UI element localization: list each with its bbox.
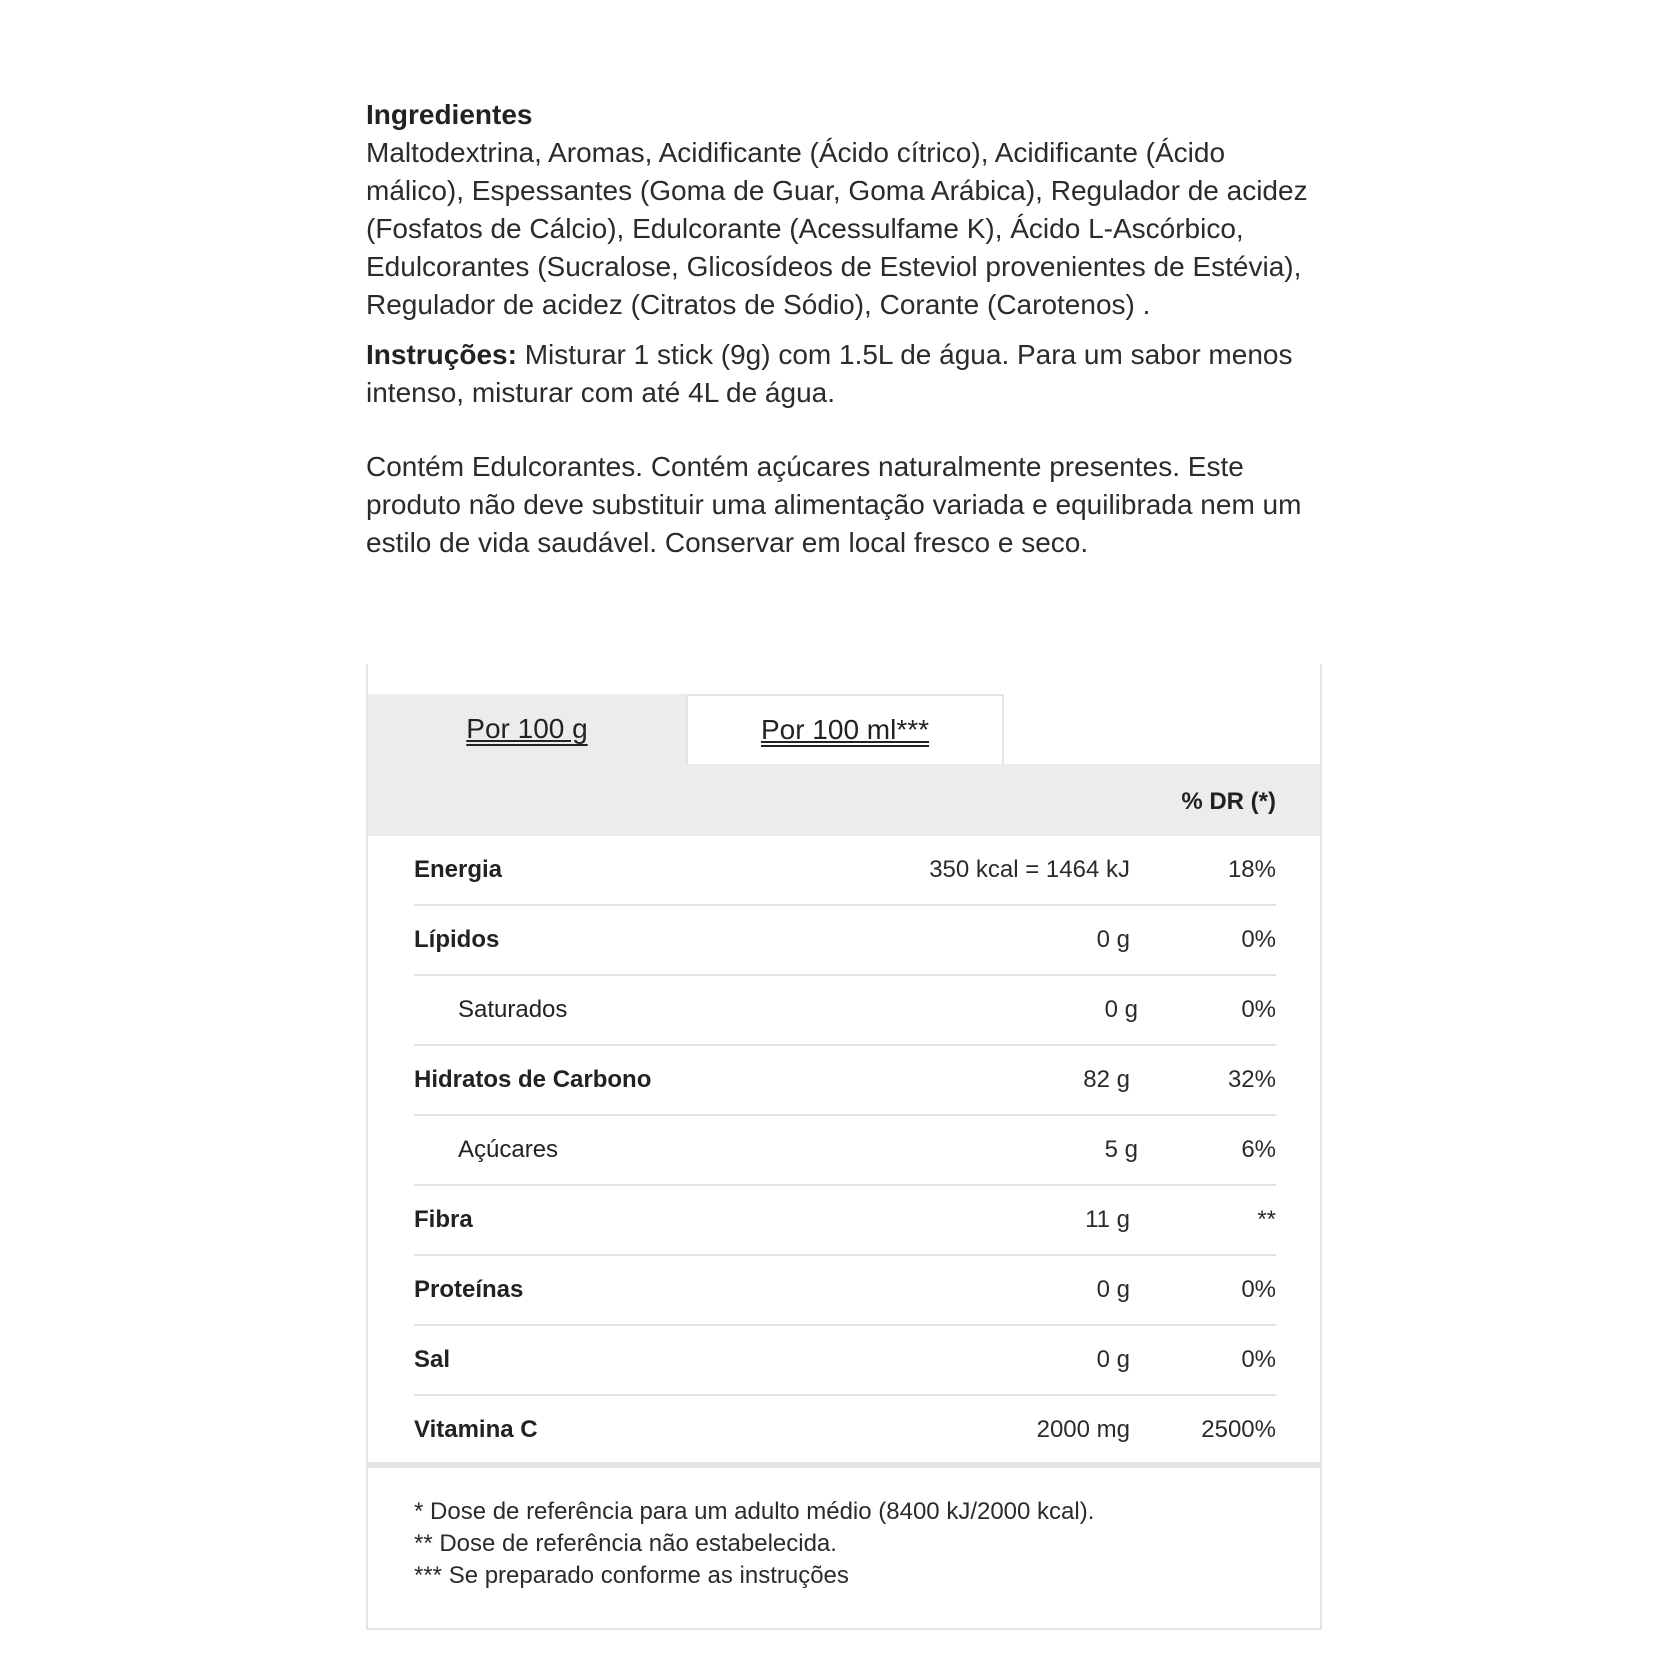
tab-per-100g[interactable]	[368, 694, 686, 764]
nutrient-dr: **	[1257, 1206, 1276, 1233]
nutrient-amount: 2000 mg	[1036, 1416, 1130, 1443]
nutrient-amount: 0 g	[1104, 996, 1138, 1023]
nutrient-amount: 0 g	[1096, 1276, 1130, 1303]
nutrient-name: Hidratos de Carbono	[414, 1066, 652, 1093]
nutrient-dr: 2500%	[1201, 1416, 1276, 1443]
table-row	[414, 1186, 1276, 1256]
nutrient-dr: 32%	[1227, 1066, 1276, 1093]
instructions	[366, 336, 1326, 412]
nutrient-dr: 0%	[1241, 996, 1276, 1023]
product-notes: Contém Edulcorantes. Contém açúcares naturalmente presentes. Este produto não deve substituir uma alimentação variada e equilibrada nem um estilo de vida saudável. Conservar em local fresco e seco.	[366, 451, 1302, 558]
table-row	[414, 1256, 1276, 1326]
nutrient-amount: 82 g	[1083, 1066, 1130, 1093]
table-row	[414, 1116, 1276, 1186]
table-row	[414, 1326, 1276, 1396]
nutrient-name: Sal	[414, 1346, 451, 1373]
nutrient-dr: 18%	[1227, 856, 1276, 883]
nutrient-name: Fibra	[414, 1206, 473, 1233]
nutrient-dr: 0%	[1241, 926, 1276, 953]
ingredients-title: Ingredientes	[366, 99, 533, 130]
nutrient-dr: 0%	[1241, 1346, 1276, 1373]
nutrient-name: Açúcares	[458, 1136, 559, 1163]
nutrient-amount: 0 g	[1096, 926, 1130, 953]
dr-header	[368, 764, 1320, 836]
nutrient-name: Energia	[414, 856, 503, 883]
nutrient-name: Vitamina C	[414, 1416, 538, 1443]
table-row	[414, 906, 1276, 976]
footnotes	[414, 1496, 1274, 1592]
dr-header-label: % DR (*)	[1181, 788, 1276, 815]
footnote-reference-dose: * Dose de referência para um adulto médio (8400 kJ/2000 kcal).	[414, 1498, 1095, 1525]
instructions-label: Instruções:	[366, 339, 517, 370]
table-row	[414, 1046, 1276, 1116]
footnote-divider	[368, 1462, 1320, 1468]
nutrient-amount: 0 g	[1096, 1346, 1130, 1373]
nutrient-name: Lípidos	[414, 926, 500, 953]
tab-per-100ml[interactable]	[686, 694, 1004, 764]
nutrition-tabs	[368, 694, 1320, 764]
footnote-no-reference: ** Dose de referência não estabelecida.	[414, 1530, 837, 1557]
table-row	[414, 836, 1276, 906]
nutrient-dr: 6%	[1241, 1136, 1276, 1163]
ingredients-text: Maltodextrina, Aromas, Acidificante (Ácido cítrico), Acidificante (Ácido málico), Espessantes (Goma de Guar, Goma Arábica), Regulador de acidez (Fosfatos de Cálcio), Edulcorante (Acessulfame K), Ácido L-Ascórbico, Edulcorantes (Sucralose, Glicosídeos de Esteviol provenientes de Estévia), Regulador de acidez (Citratos de Sódio), Corante (Carotenos) .	[366, 137, 1308, 320]
nutrition-rows	[414, 836, 1276, 1464]
tab-per-100ml-label: Por 100 ml***	[760, 714, 930, 745]
product-info	[366, 96, 1326, 562]
nutrient-dr: 0%	[1241, 1276, 1276, 1303]
table-row	[414, 976, 1276, 1046]
nutrient-amount: 350 kcal = 1464 kJ	[929, 856, 1130, 883]
nutrient-name: Proteínas	[414, 1276, 524, 1303]
instructions-text: Misturar 1 stick (9g) com 1.5L de água. Para um sabor menos intenso, misturar com até 4L de água.	[366, 339, 1293, 408]
nutrient-name: Saturados	[458, 996, 568, 1023]
footnote-prepared: *** Se preparado conforme as instruções	[414, 1562, 849, 1589]
nutrient-amount: 11 g	[1085, 1206, 1130, 1233]
nutrient-amount: 5 g	[1104, 1136, 1138, 1163]
nutrition-table	[366, 664, 1322, 1630]
table-row	[414, 1396, 1276, 1464]
tab-per-100g-label: Por 100 g	[466, 713, 588, 744]
